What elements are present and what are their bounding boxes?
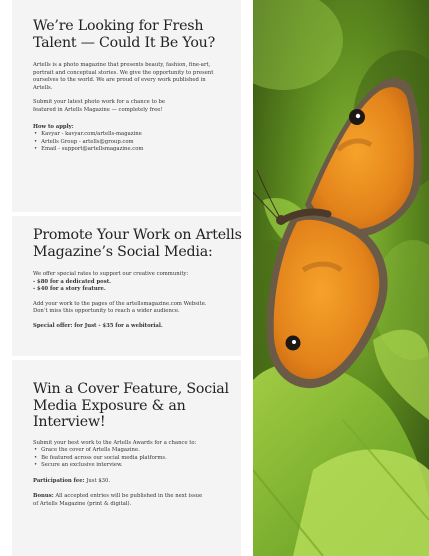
special-offer: Special offer: for Just - $35 for a webitorial. xyxy=(33,322,163,329)
section1-intro: Artells is a photo magazine that presents beauty, fashion, fine-art, portrait and conceptual stories. We give the opportunity to present ourselves to the world. We are proud of every work published in Artells. xyxy=(33,62,214,91)
section3-intro: Submit your best work to the Artells Awards for a chance to: xyxy=(33,439,197,446)
awards-list xyxy=(33,447,249,470)
how-to-apply-heading: How to apply: xyxy=(33,123,74,130)
apply-list xyxy=(33,131,249,154)
awards-item-social: • Be featured across our social media platforms. xyxy=(33,455,249,463)
section-social-media xyxy=(33,227,249,331)
apply-item-kavyar[interactable]: • Kavyar - kavyar.com/artells-magazine xyxy=(33,131,249,139)
section1-title: We’re Looking for Fresh Talent — Could It Be You? xyxy=(33,18,216,51)
section2-website: Add your work to the pages of the artellsmagazine.com Website. Don’t miss this opportunity to reach a wider audience. xyxy=(33,300,207,315)
section2-title: Promote Your Work on Artells Magazine’s Social Media: xyxy=(33,227,242,260)
rate-dedicated-post: - $80 for a dedicated post. xyxy=(33,278,111,285)
section1-submit: Submit your latest photo work for a chance to be featured in Artells Magazine — completely free! xyxy=(33,99,166,113)
apply-item-group[interactable]: • Artells Group - artells@group.com xyxy=(33,139,249,147)
section-fresh-talent xyxy=(33,18,249,154)
rate-story-feature: - $40 for a story feature. xyxy=(33,286,106,293)
awards-item-cover: • Grace the cover of Artells Magazine. xyxy=(33,447,249,455)
apply-item-email[interactable]: • Email - support@artellsmagazine.com xyxy=(33,146,249,154)
section3-title: Win a Cover Feature, Social Media Exposure & an Interview! xyxy=(33,381,229,430)
awards-item-interview: • Secure an exclusive interview. xyxy=(33,462,249,470)
section2-intro: We offer special rates to support our creative community: xyxy=(33,271,189,277)
butterfly-illustration xyxy=(253,0,429,556)
butterfly-photo xyxy=(253,0,429,556)
bonus-note: Bonus: All accepted entries will be published in the next issue of Artells Magazine (print & digital). xyxy=(33,493,203,508)
section-awards xyxy=(33,381,249,509)
participation-fee: Participation fee: Just $30. xyxy=(33,477,111,484)
